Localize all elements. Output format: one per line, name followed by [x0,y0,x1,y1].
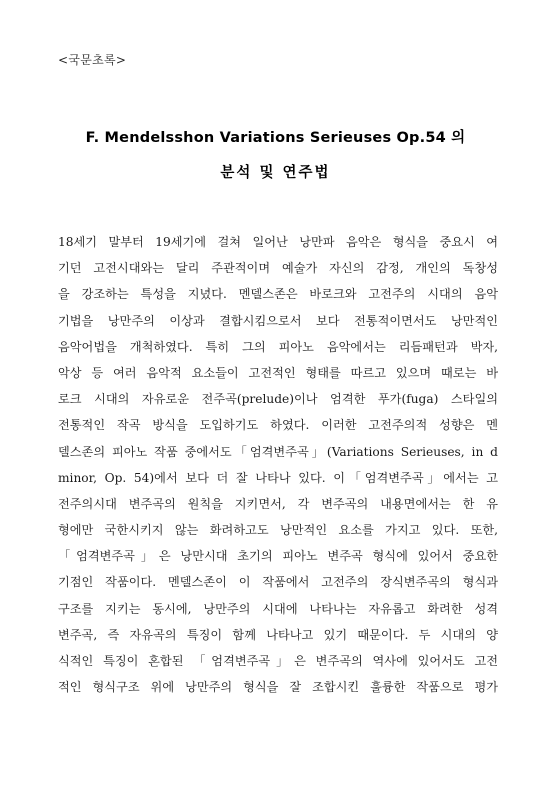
body-line: 델스존의 피아노 작품 중에서도「엄격변주곡」(Variations Serieuses, in d [58,444,498,459]
body-line: 「엄격변주곡」은 낭만시대 초기의 피아노 변주곡 형식에 있어서 중요한 [58,549,498,564]
page-title: F. Mendelsshon Variations Serieuses Op.54 의 [85,130,466,146]
body-line: 전주의시대 변주곡의 원칙을 지키면서, 각 변주곡의 내용면에서는 한 유 [58,496,498,511]
body-line: 로크 시대의 자유로운 전주곡(prelude)이나 엄격한 푸가(fuga) 스타일의 [58,392,498,407]
body-line: 전통적인 작곡 방식을 도입하기도 하였다. 이러한 고전주의적 성향은 멘 [58,418,498,433]
abstract-body [58,229,498,700]
body-line: 악상 등 여러 음악적 요소들이 고전적인 형태를 따르고 있으며 때로는 바 [58,365,498,380]
body-line: minor, Op. 54)에서 보다 더 잘 나타나 있다. 이「엄격변주곡」에서는 고 [58,470,498,485]
body-line: 을 강조하는 특성을 지녔다. 멘델스존은 바로크와 고전주의 시대의 음악 [58,287,498,302]
body-line: 구조를 지키는 동시에, 낭만주의 시대에 나타나는 자유롭고 화려한 성격 [58,601,498,616]
body-line: 형에만 국한시키지 않는 화려하고도 낭만적인 요소를 가지고 있다. 또한, [58,523,498,538]
body-line: 식적인 특징이 혼합된 「엄격변주곡」은 변주곡의 역사에 있어서도 고전 [58,654,498,668]
body-line: 18세기 말부터 19세기에 걸쳐 일어난 낭만파 음악은 형식을 중요시 여 [58,235,498,249]
body-line: 기던 고전시대와는 달리 주관적이며 예술가 자신의 감정, 개인의 독창성 [58,261,498,276]
page-subtitle: 분석 및 연주법 [220,165,331,181]
body-line: 변주곡, 즉 자유곡의 특징이 함께 나타나고 있기 때문이다. 두 시대의 양 [58,627,498,642]
section-label: <국문초록> [58,53,127,67]
body-line: 음악어법을 개척하였다. 특히 그의 피아노 음악에서는 리듬패턴과 박자, [58,339,498,354]
body-line: 기점인 작품이다. 멘델스존이 이 작품에서 고전주의 장식변주곡의 형식과 [58,575,498,590]
body-line: 적인 형식구조 위에 낭만주의 형식을 잘 조합시킨 훌륭한 작품으로 평가 [58,680,498,695]
body-line: 기법을 낭만주의 이상과 결합시킴으로서 보다 전통적이면서도 낭만적인 [58,313,498,328]
